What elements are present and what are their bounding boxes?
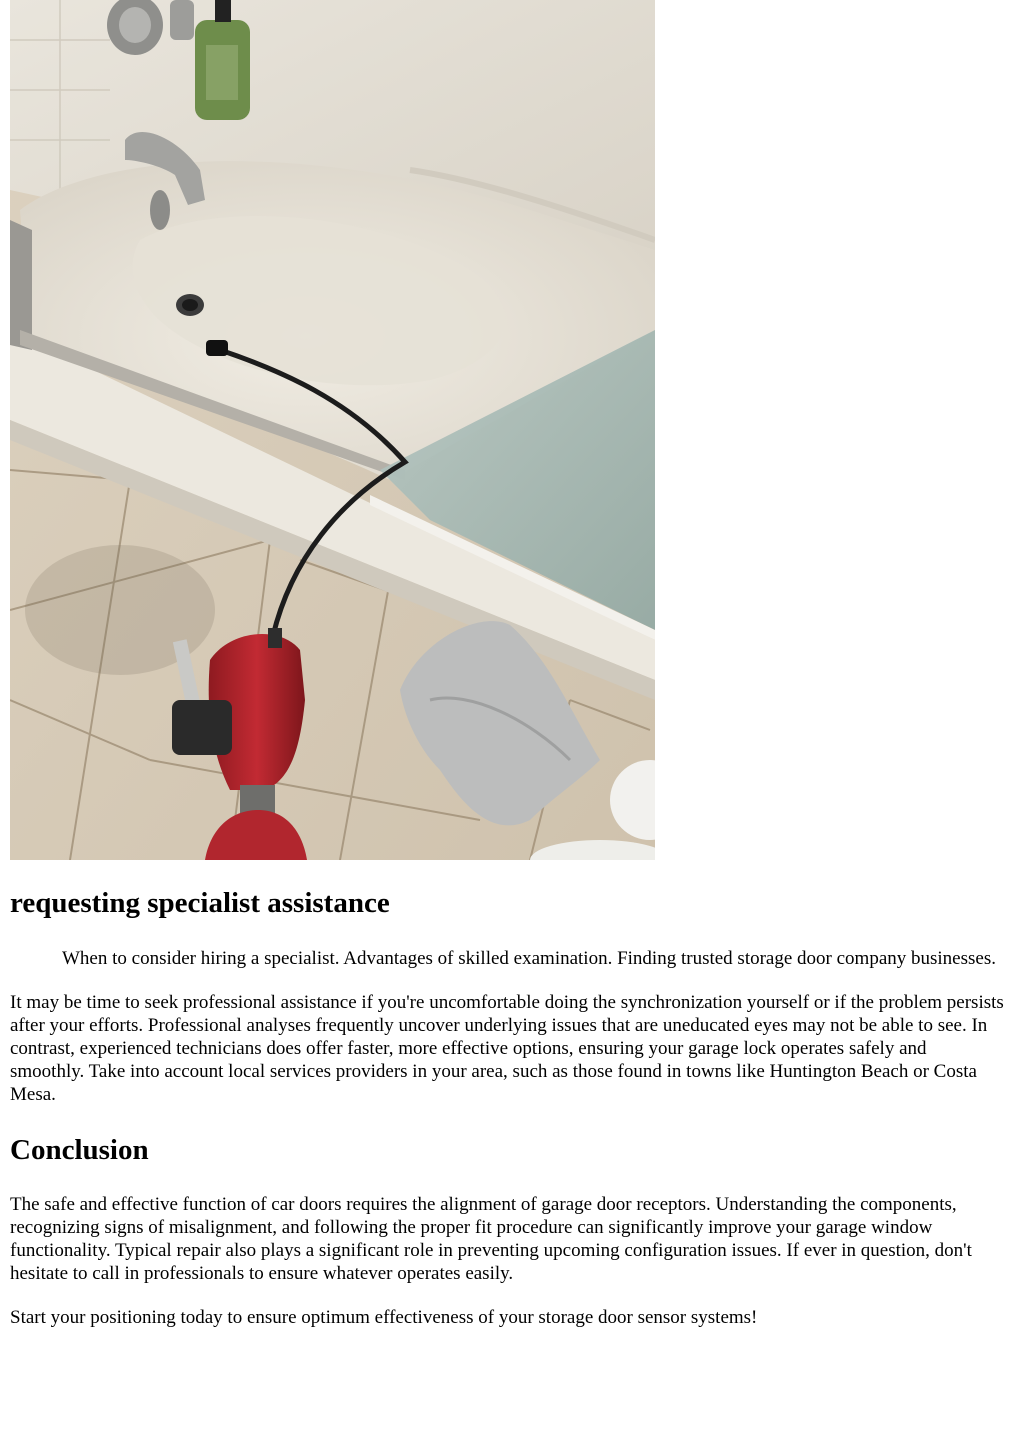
section-heading-conclusion: Conclusion <box>10 1134 149 1166</box>
section-heading-assistance: requesting specialist assistance <box>10 887 390 919</box>
article-photo <box>10 0 655 860</box>
section-paragraph: Start your positioning today to ensure optimum effectiveness of your storage door sensor systems! <box>10 1307 758 1328</box>
section-paragraph: It may be time to seek professional assistance if you're uncomfortable doing the synchronization yourself or if the problem persists after your efforts. Professional analyses frequently uncover underlying issues that are uneducated eyes may not be able to see. In contrast, experienced technicians does offer faster, more effective options, ensuring your garage lock operates safely and smoothly. Take into account local services providers in your area, such as those found in towns like Huntington Beach or Costa Mesa. <box>10 992 1004 1105</box>
section-paragraph: The safe and effective function of car doors requires the alignment of garage door receptors. Understanding the components, recognizing signs of misalignment, and following the proper fit procedure can significantly improve your garage window functionality. Typical repair also plays a significant role in preventing upcoming configuration issues. If ever in question, don't hesitate to call in professionals to ensure whatever operates easily. <box>10 1194 972 1284</box>
section-summary-quote: When to consider hiring a specialist. Advantages of skilled examination. Finding trusted storage door company businesses. <box>62 948 996 969</box>
article <box>10 0 1004 1329</box>
